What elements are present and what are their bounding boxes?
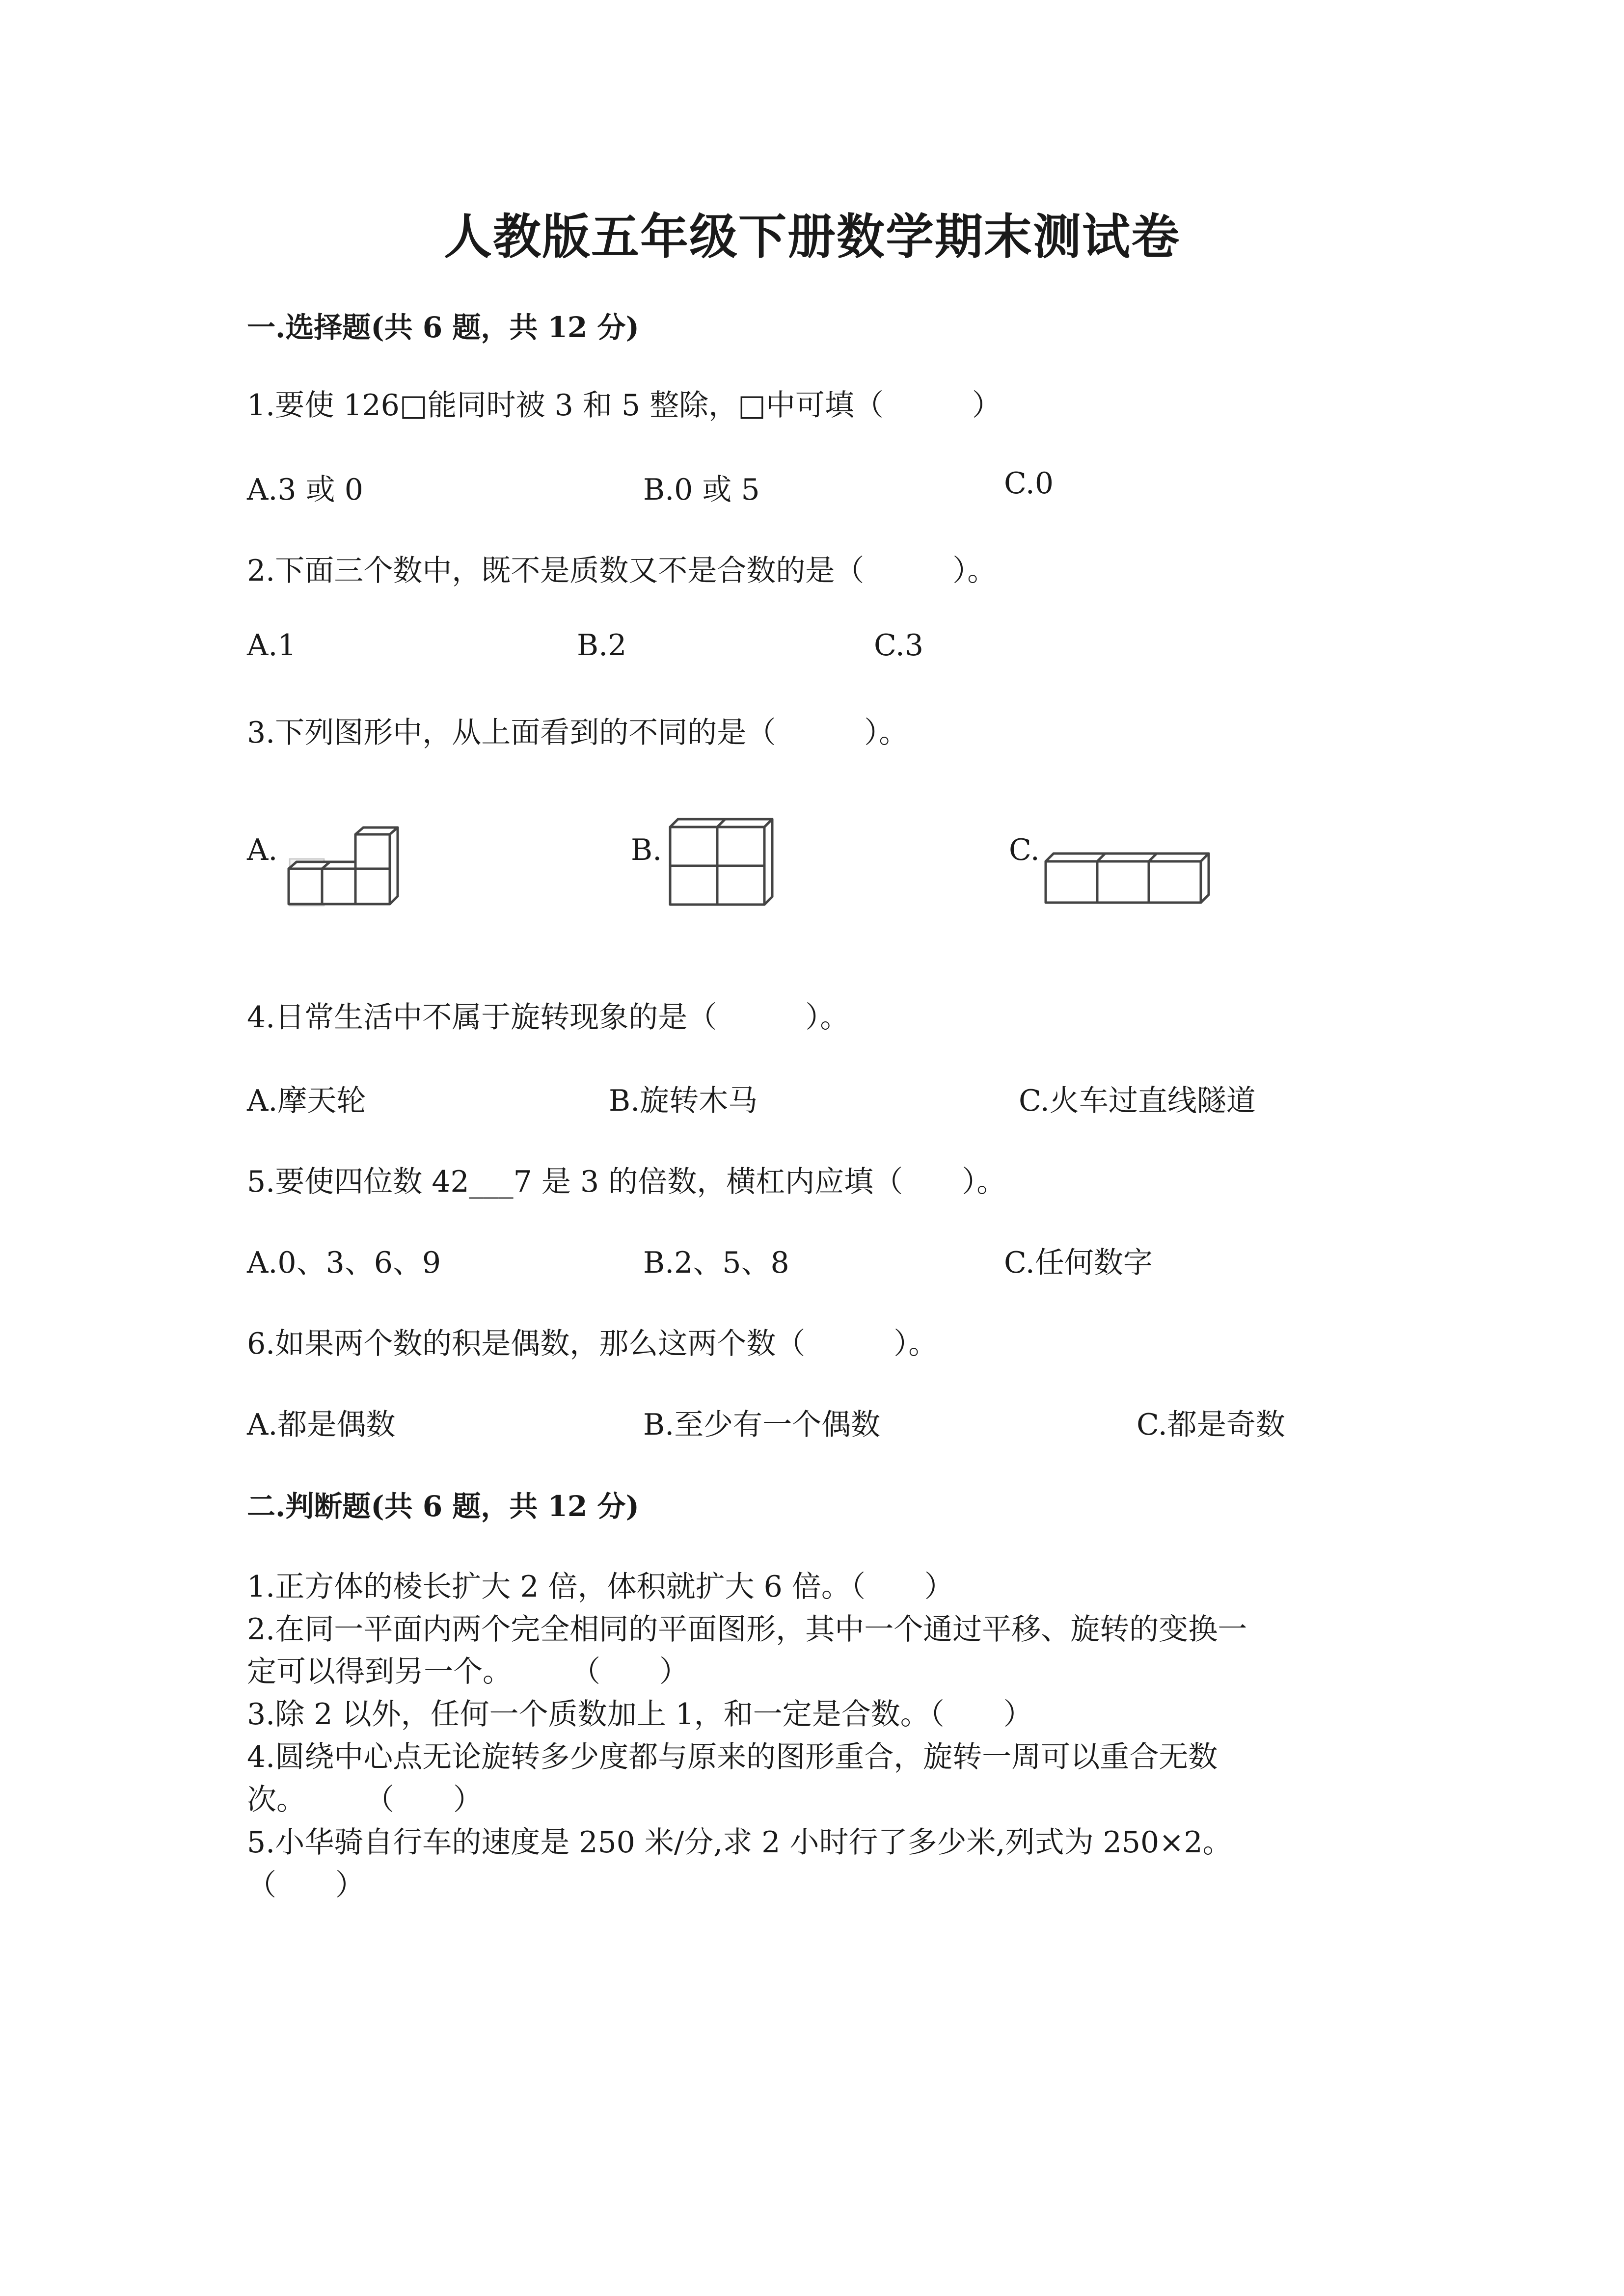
question-3: 3.下列图形中，从上面看到的不同的是（ ）。	[247, 716, 909, 750]
judgement-line-5: 4.圆绕中心点无论旋转多少度都与原来的图形重合，旋转一周可以重合无数	[247, 1740, 1218, 1774]
question-1: 1.要使 126□能同时被 3 和 5 整除，□中可填（ ）	[247, 388, 1001, 423]
option-1b: B.0 或 5	[643, 473, 760, 507]
judgement-line-6: 次。 （ ）	[247, 1783, 483, 1817]
option-5c: C.任何数字	[1004, 1246, 1153, 1280]
option-6c: C.都是奇数	[1137, 1408, 1285, 1442]
question-2: 2.下面三个数中，既不是质数又不是合数的是（ ）。	[247, 554, 997, 588]
option-6b: B.至少有一个偶数	[643, 1408, 881, 1442]
option-1a: A.3 或 0	[247, 473, 363, 507]
judgement-line-7: 5.小华骑自行车的速度是 250 米/分,求 2 小时行了多少米,列式为 250×2。	[247, 1825, 1232, 1860]
cube-figure-c	[1041, 842, 1213, 910]
cube-figure-b	[665, 812, 778, 910]
option-2a: A.1	[247, 628, 297, 663]
question-6: 6.如果两个数的积是偶数，那么这两个数（ ）。	[247, 1327, 938, 1361]
option-2b: B.2	[577, 628, 627, 663]
option-3a: A.	[247, 833, 278, 867]
question-5: 5.要使四位数 42___7 是 3 的倍数，横杠内应填（ ）。	[247, 1165, 1006, 1199]
section-heading-choice: 一.选择题(共 6 题，共 12 分)	[247, 311, 639, 344]
option-2c: C.3	[874, 628, 924, 663]
judgement-line-2: 2.在同一平面内两个完全相同的平面图形，其中一个通过平移、旋转的变换一	[247, 1612, 1247, 1647]
option-5b: B.2、5、8	[643, 1246, 789, 1280]
section-heading-judgement: 二.判断题(共 6 题，共 12 分)	[247, 1490, 639, 1523]
judgement-line-3: 定可以得到另一个。 （ ）	[247, 1655, 689, 1689]
cube-figure-a	[280, 815, 403, 913]
option-4c: C.火车过直线隧道	[1019, 1084, 1256, 1118]
option-4b: B.旋转木马	[609, 1084, 758, 1118]
option-3b: B.	[631, 833, 662, 867]
exam-title: 人教版五年级下册数学期末测试卷	[443, 209, 1180, 265]
option-6a: A.都是偶数	[247, 1408, 396, 1442]
option-3c: C.	[1009, 833, 1040, 867]
judgement-line-8: （ ）	[247, 1868, 365, 1902]
question-4: 4.日常生活中不属于旋转现象的是（ ）。	[247, 1000, 850, 1035]
judgement-line-1: 1.正方体的棱长扩大 2 倍，体积就扩大 6 倍。（ ）	[247, 1570, 954, 1604]
judgement-line-4: 3.除 2 以外，任何一个质数加上 1，和一定是合数。（ ）	[247, 1697, 1033, 1732]
option-5a: A.0、3、6、9	[247, 1246, 441, 1280]
option-1c: C.0	[1004, 466, 1054, 501]
option-4a: A.摩天轮	[247, 1084, 366, 1118]
